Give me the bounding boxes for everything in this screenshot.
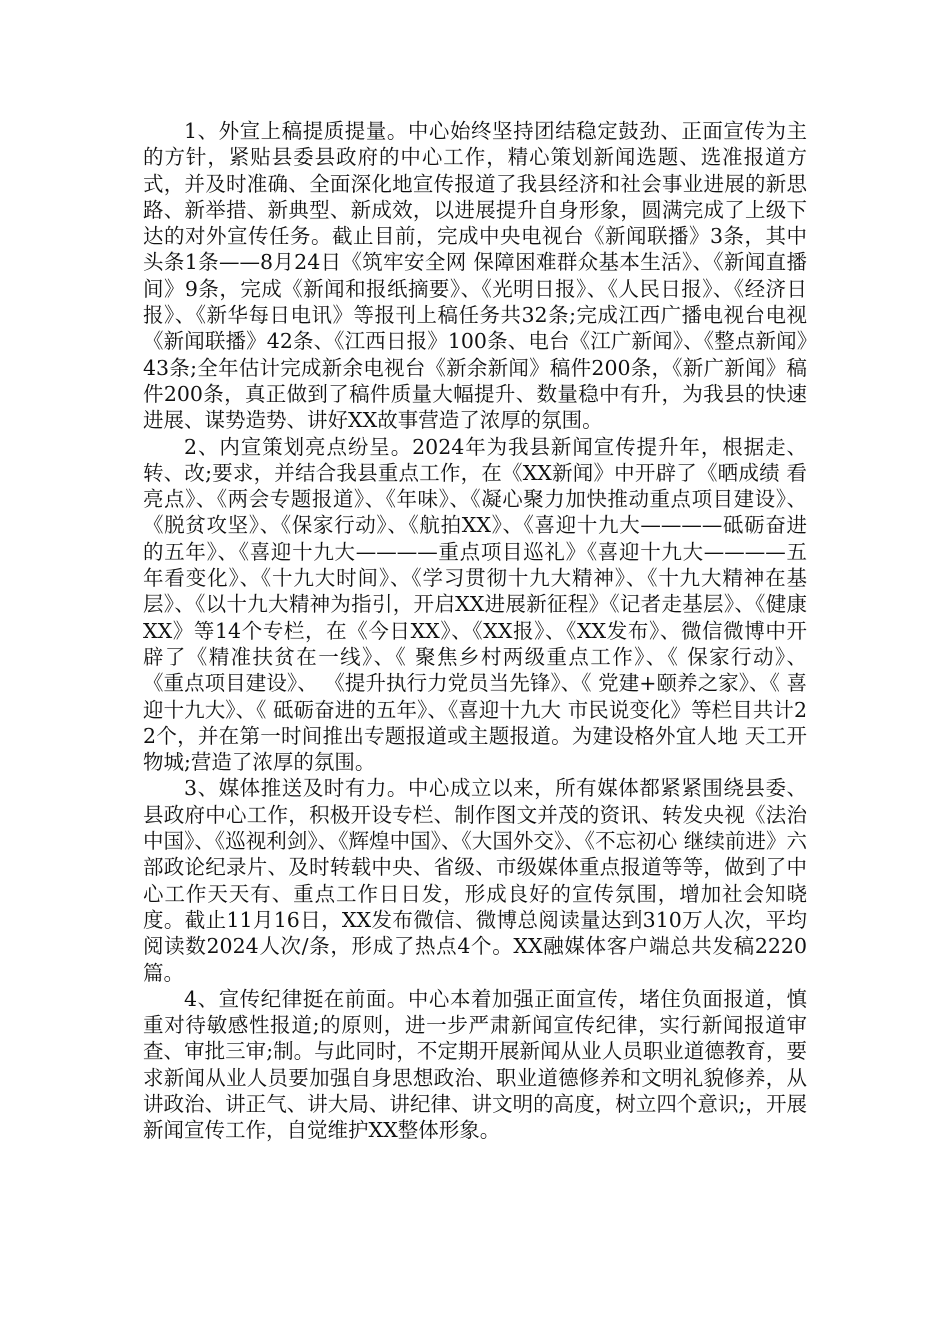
paragraph-publicity-discipline: 4、宣传纪律挺在前面。中心本着加强正面宣传，堵住负面报道，慎重对待敏感性报道;的原则，进一步严肃新闻宣传纪律，实行新闻报道审查、审批三审;制。与此同时，不定期开展新闻从业人员职业道德教育，要求新闻从业人员要加强自身思想政治、职业道德修养和文明礼貌修养，从讲政治、讲正气、讲大局、讲纪律、讲文明的高度，树立四个意识;，开展新闻宣传工作，自觉维护XX整体形象。: [143, 986, 807, 1143]
paragraph-internal-publicity: 2、内宣策划亮点纷呈。2024年为我县新闻宣传提升年，根据走、转、改;要求，并结合我县重点工作，在《XX新闻》中开辟了《晒成绩 看亮点》、《两会专题报道》、《年味》、《凝心聚力加快推动重点项目建设》、《脱贫攻坚》、《保家行动》、《航拍XX》、《喜迎十九大————砥砺奋进的五年》、《喜迎十九大————重点项目巡礼》《喜迎十九大————五年看变化》、《十九大时间》、《学习贯彻十九大精神》、《十九大精神在基层》、《以十九大精神为指引，开启XX进展新征程》《记者走基层》、《健康XX》等14个专栏，在《今日XX》、《XX报》、《XX发布》、微信微博中开辟了《精准扶贫在一线》、《 聚焦乡村两级重点工作》、《 保家行动》、 《重点项目建设》、 《提升执行力党员当先锋》、《 党建+颐养之家》、《 喜迎十九大》、《 砥砺奋进的五年》、《喜迎十九大 市民说变化》等栏目共计22个，并在第一时间推出专题报道或主题报道。为建设格外宜人地 天工开物城;营造了浓厚的氛围。: [143, 434, 807, 775]
paragraph-external-publicity: 1、外宣上稿提质提量。中心始终坚持团结稳定鼓劲、正面宣传为主的方针，紧贴县委县政府的中心工作，精心策划新闻选题、选准报道方式，并及时准确、全面深化地宣传报道了我县经济和社会事业进展的新思路、新举措、新典型、新成效，以进展提升自身形象，圆满完成了上级下达的对外宣传任务。截止目前，完成中央电视台《新闻联播》3条，其中头条1条——8月24日《筑牢安全网 保障困难群众基本生活》、《新闻直播间》9条，完成《新闻和报纸摘要》、《光明日报》、《人民日报》、《经济日报》、《新华每日电讯》等报刊上稿任务共32条;完成江西广播电视台电视《新闻联播》42条、《江西日报》100条、电台《江广新闻》、《整点新闻》43条;全年估计完成新余电视台《新余新闻》稿件200条，《新广新闻》稿件200条，真正做到了稿件质量大幅提升、数量稳中有升，为我县的快速进展、谋势造势、讲好XX故事营造了浓厚的氛围。: [143, 119, 807, 433]
paragraph-media-push: 3、媒体推送及时有力。中心成立以来，所有媒体都紧紧围绕县委、县政府中心工作，积极开设专栏、制作图文并茂的资讯、转发央视《法治中国》、《巡视利剑》、《辉煌中国》、《大国外交》、《不忘初心 继续前进》六部政论纪录片、及时转载中央、省级、市级媒体重点报道等等，做到了中心工作天天有、重点工作日日发，形成良好的宣传氛围，增加社会知晓度。截止11月16日，XX发布微信、微博总阅读量达到310万人次，平均阅读数2024人次/条，形成了热点4个。XX融媒体客户端总共发稿2220篇。: [143, 776, 807, 985]
document-body: [143, 118, 807, 1144]
